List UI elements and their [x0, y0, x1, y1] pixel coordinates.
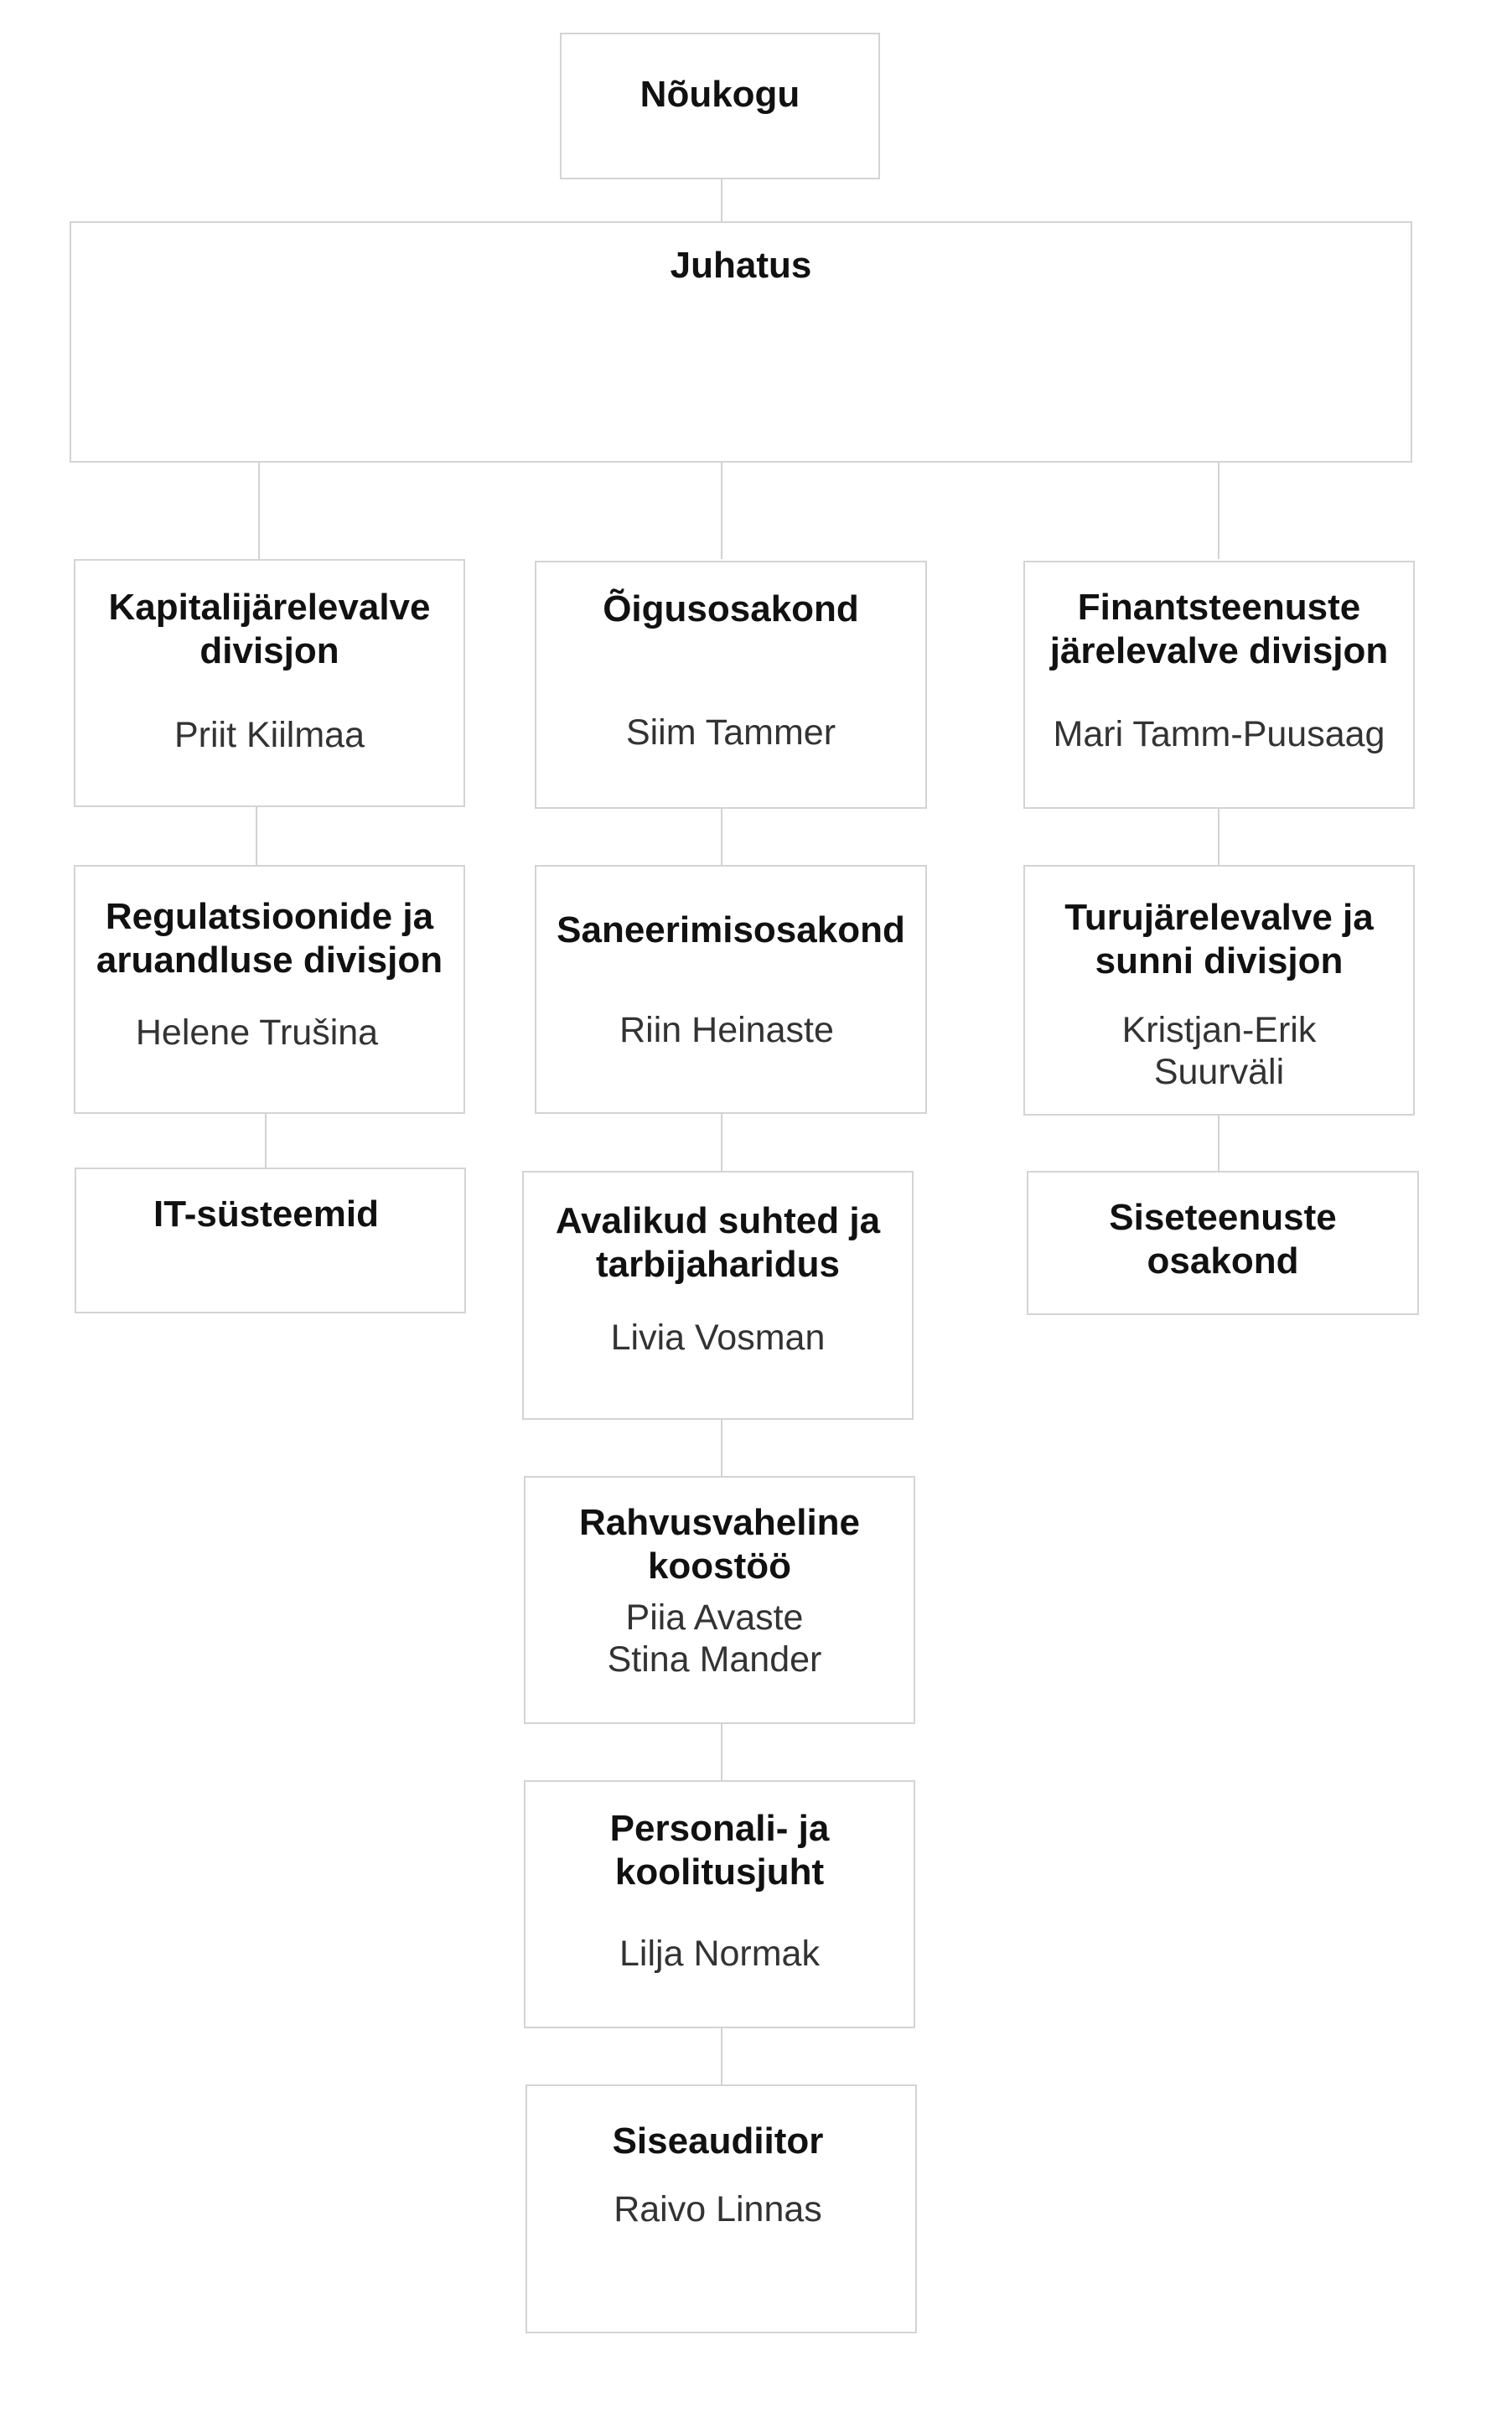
unit-head: Siim Tammer — [625, 712, 836, 753]
connector-col1-2 — [265, 1114, 267, 1168]
unit-title: Saneerimisosakond — [557, 909, 905, 950]
unit-head: Riin Heinaste — [619, 1010, 834, 1050]
unit-head: Livia Vosman — [610, 1318, 826, 1358]
connector-col3-2 — [1218, 1116, 1219, 1173]
unit-it-systems — [75, 1168, 466, 1313]
unit-head: Helene Trušina — [135, 1012, 379, 1053]
unit-title: Avalikud suhted ja tarbijaharidus — [555, 1200, 881, 1285]
unit-financial-services-supervision — [1023, 561, 1415, 809]
unit-title: Personali- ja koolitusjuht — [609, 1808, 830, 1893]
unit-title: Siseteenuste osakond — [1109, 1197, 1337, 1282]
unit-market-supervision — [1023, 865, 1415, 1116]
connector-col2-5 — [721, 2027, 722, 2084]
unit-regulation-reporting — [74, 865, 465, 1114]
unit-head: Kristjan-Erik Suurväli — [1121, 1010, 1317, 1092]
connector-board-col3 — [1218, 462, 1219, 559]
council-title: Nõukogu — [639, 74, 800, 115]
unit-title: Turujärelevalve ja sunni divisjon — [1064, 897, 1374, 981]
unit-title: Regulatsioonide ja aruandluse divisjon — [96, 896, 443, 981]
connector-col1-1 — [256, 806, 257, 865]
unit-resolution — [535, 865, 927, 1114]
council-box — [560, 33, 880, 179]
connector-board-col1 — [258, 462, 260, 559]
unit-head: Piia Avaste Stina Mander — [607, 1597, 822, 1680]
connector-col2-4 — [721, 1724, 722, 1781]
unit-head: Lilja Normak — [619, 1934, 820, 1974]
connector-board-col2 — [721, 462, 722, 559]
board-box — [70, 221, 1412, 463]
connector-col2-1 — [721, 808, 722, 865]
unit-title: Õigusosakond — [603, 588, 859, 629]
connector-col3-1 — [1218, 808, 1219, 865]
connector-council-board — [721, 179, 722, 223]
board-title: Juhatus — [670, 245, 812, 286]
unit-head: Raivo Linnas — [614, 2189, 822, 2229]
unit-public-relations — [522, 1171, 914, 1420]
unit-title: Siseaudiitor — [612, 2120, 824, 2162]
unit-legal — [535, 561, 927, 809]
connector-col2-2 — [721, 1114, 722, 1171]
unit-internal-audit — [526, 2084, 917, 2333]
unit-internal-services — [1027, 1171, 1419, 1315]
unit-hr-training — [524, 1780, 915, 2028]
connector-col2-3 — [721, 1419, 722, 1476]
unit-title: IT-süsteemid — [153, 1194, 379, 1235]
unit-title: Kapitalijärelevalve divisjon — [108, 587, 431, 671]
unit-international — [524, 1476, 915, 1724]
unit-head: Mari Tamm-Puusaag — [1053, 714, 1385, 754]
unit-capital-supervision — [74, 559, 465, 807]
unit-head: Priit Kiilmaa — [174, 715, 365, 755]
unit-title: Rahvusvaheline koostöö — [578, 1502, 861, 1587]
unit-title: Finantsteenuste järelevalve divisjon — [1049, 587, 1389, 671]
